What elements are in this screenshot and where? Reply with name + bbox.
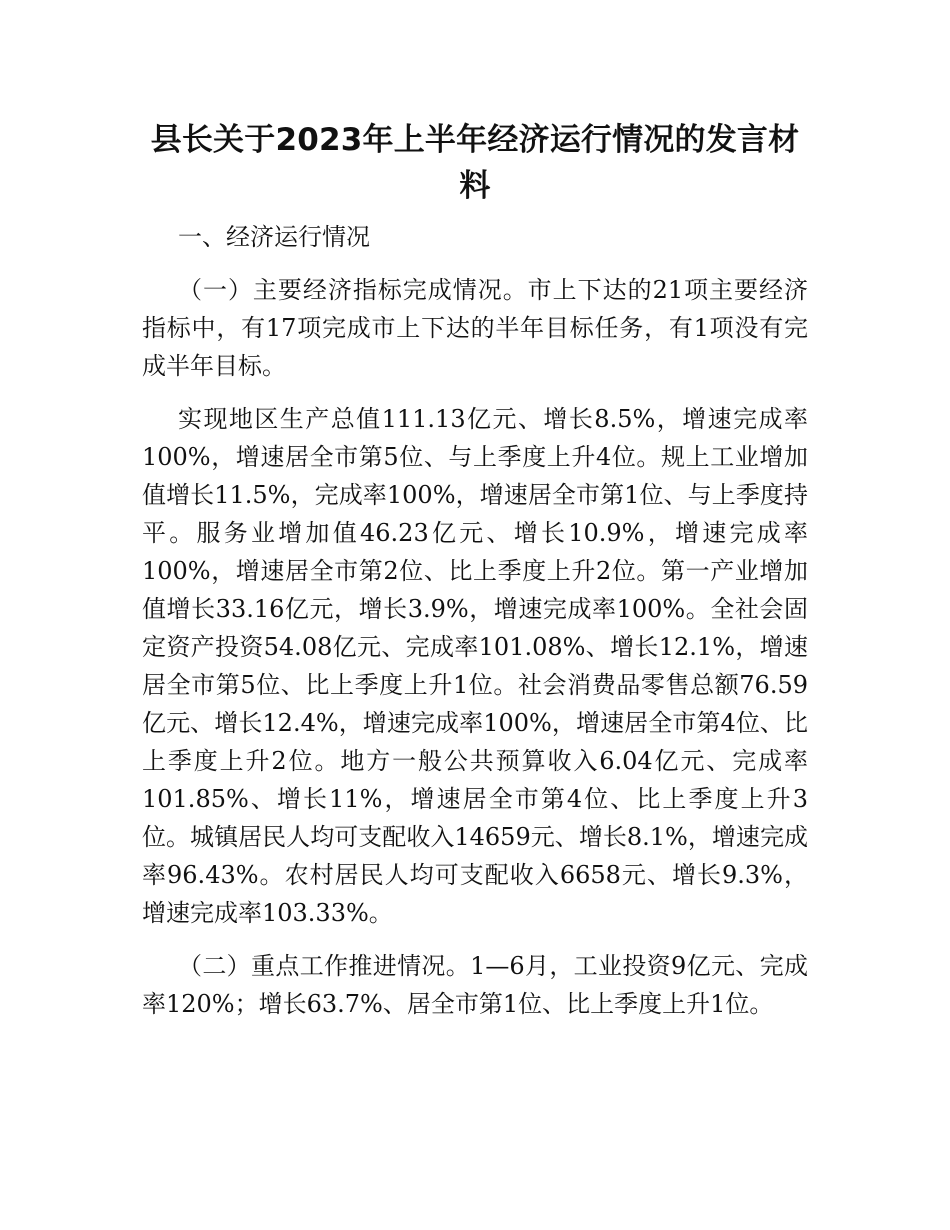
section-heading: 一、经济运行情况 — [178, 223, 370, 251]
paragraph-main-indicators: （一）主要经济指标完成情况。市上下达的21项主要经济指标中，有17项完成市上下达的半年目标任务，有1项没有完成半年目标。 — [142, 276, 808, 380]
document-title: 县长关于2023年上半年经济运行情况的发言材料 — [150, 122, 800, 204]
paragraph-key-work: （二）重点工作推进情况。1—6月，工业投资9亿元、完成率120%；增长63.7%、居全市第1位、比上季度上升1位。 — [142, 952, 808, 1018]
paragraph-economic-data: 实现地区生产总值111.13亿元、增长8.5%，增速完成率100%，增速居全市第5位、与上季度上升4位。规上工业增加值增长11.5%，完成率100%，增速居全市第1位、与上季度持平。服务业增加值46.23亿元、增长10.9%，增速完成率100%，增速居全市第2位、比上季度上升2位。第一产业增加值增长33.16亿元，增长3.9%，增速完成率100%。全社会固定资产投资54.08亿元、完成率101.08%、增长12.1%，增速居全市第5位、比上季度上升1位。社会消费品零售总额76.59亿元、增长12.4%，增速完成率100%，增速居全市第4位、比上季度上升2位。地方一般公共预算收入6.04亿元、完成率101.85%、增长11%，增速居全市第4位、比上季度上升3位。城镇居民人均可支配收入14659元、增长8.1%，增速完成率96.43%。农村居民人均可支配收入6658元、增长9.3%，增速完成率103.33%。 — [142, 405, 808, 927]
document-body — [142, 218, 808, 1023]
